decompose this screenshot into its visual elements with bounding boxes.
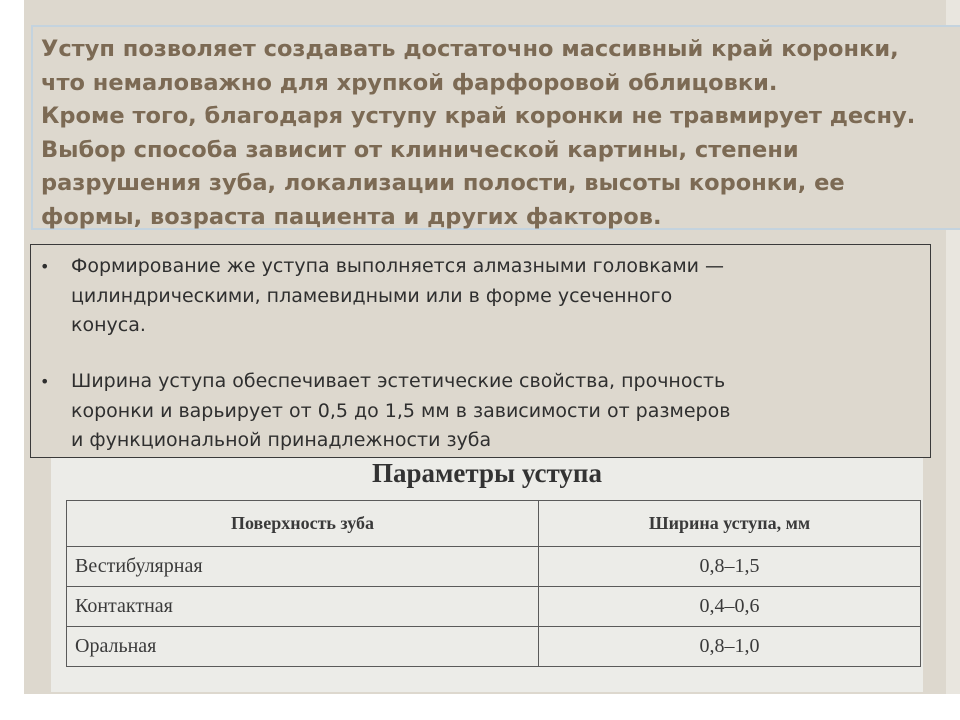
table-row bbox=[67, 547, 921, 587]
bullet-text-formation: Формирование же уступа выполняется алмазными головками — цилиндрическими, пламевидными или в форме усеченного конуса. bbox=[71, 255, 725, 336]
cell-surface: Контактная bbox=[67, 587, 539, 627]
cell-width: 0,8–1,5 bbox=[539, 547, 921, 587]
bullet-text-width: Ширина уступа обеспечивает эстетические свойства, прочность коронки и варьирует от 0,5 до 1,5 мм в зависимости от размеров и функциональной принадлежности зуба bbox=[71, 370, 731, 451]
table-title: Параметры уступа bbox=[372, 458, 602, 488]
shoulder-parameters-table-image bbox=[51, 458, 923, 692]
bullet-item-formation bbox=[40, 252, 920, 341]
table-header-row bbox=[67, 501, 921, 547]
shoulder-parameters-table bbox=[66, 500, 921, 667]
bullet-marker: • bbox=[40, 257, 50, 276]
cell-surface: Оральная bbox=[67, 627, 539, 667]
table-row bbox=[67, 627, 921, 667]
bullet-item-width bbox=[40, 367, 920, 456]
cell-surface: Вестибулярная bbox=[67, 547, 539, 587]
header-shoulder-width: Ширина уступа, мм bbox=[539, 501, 921, 547]
cell-width: 0,8–1,0 bbox=[539, 627, 921, 667]
cell-width: 0,4–0,6 bbox=[539, 587, 921, 627]
intro-paragraph: Уступ позволяет создавать достаточно массивный край коронки, что немаловажно для хрупкой фарфоровой облицовки. Кроме того, благодаря уступу край коронки не травмирует десну. Выбор способа зависит от клинической картины, степени разрушения зуба, локализации полости, высоты коронки, ее формы, возраста пациента и других факторов. bbox=[41, 36, 916, 230]
table-row bbox=[67, 587, 921, 627]
header-tooth-surface: Поверхность зуба bbox=[67, 501, 539, 547]
bullet-marker: • bbox=[40, 372, 50, 391]
